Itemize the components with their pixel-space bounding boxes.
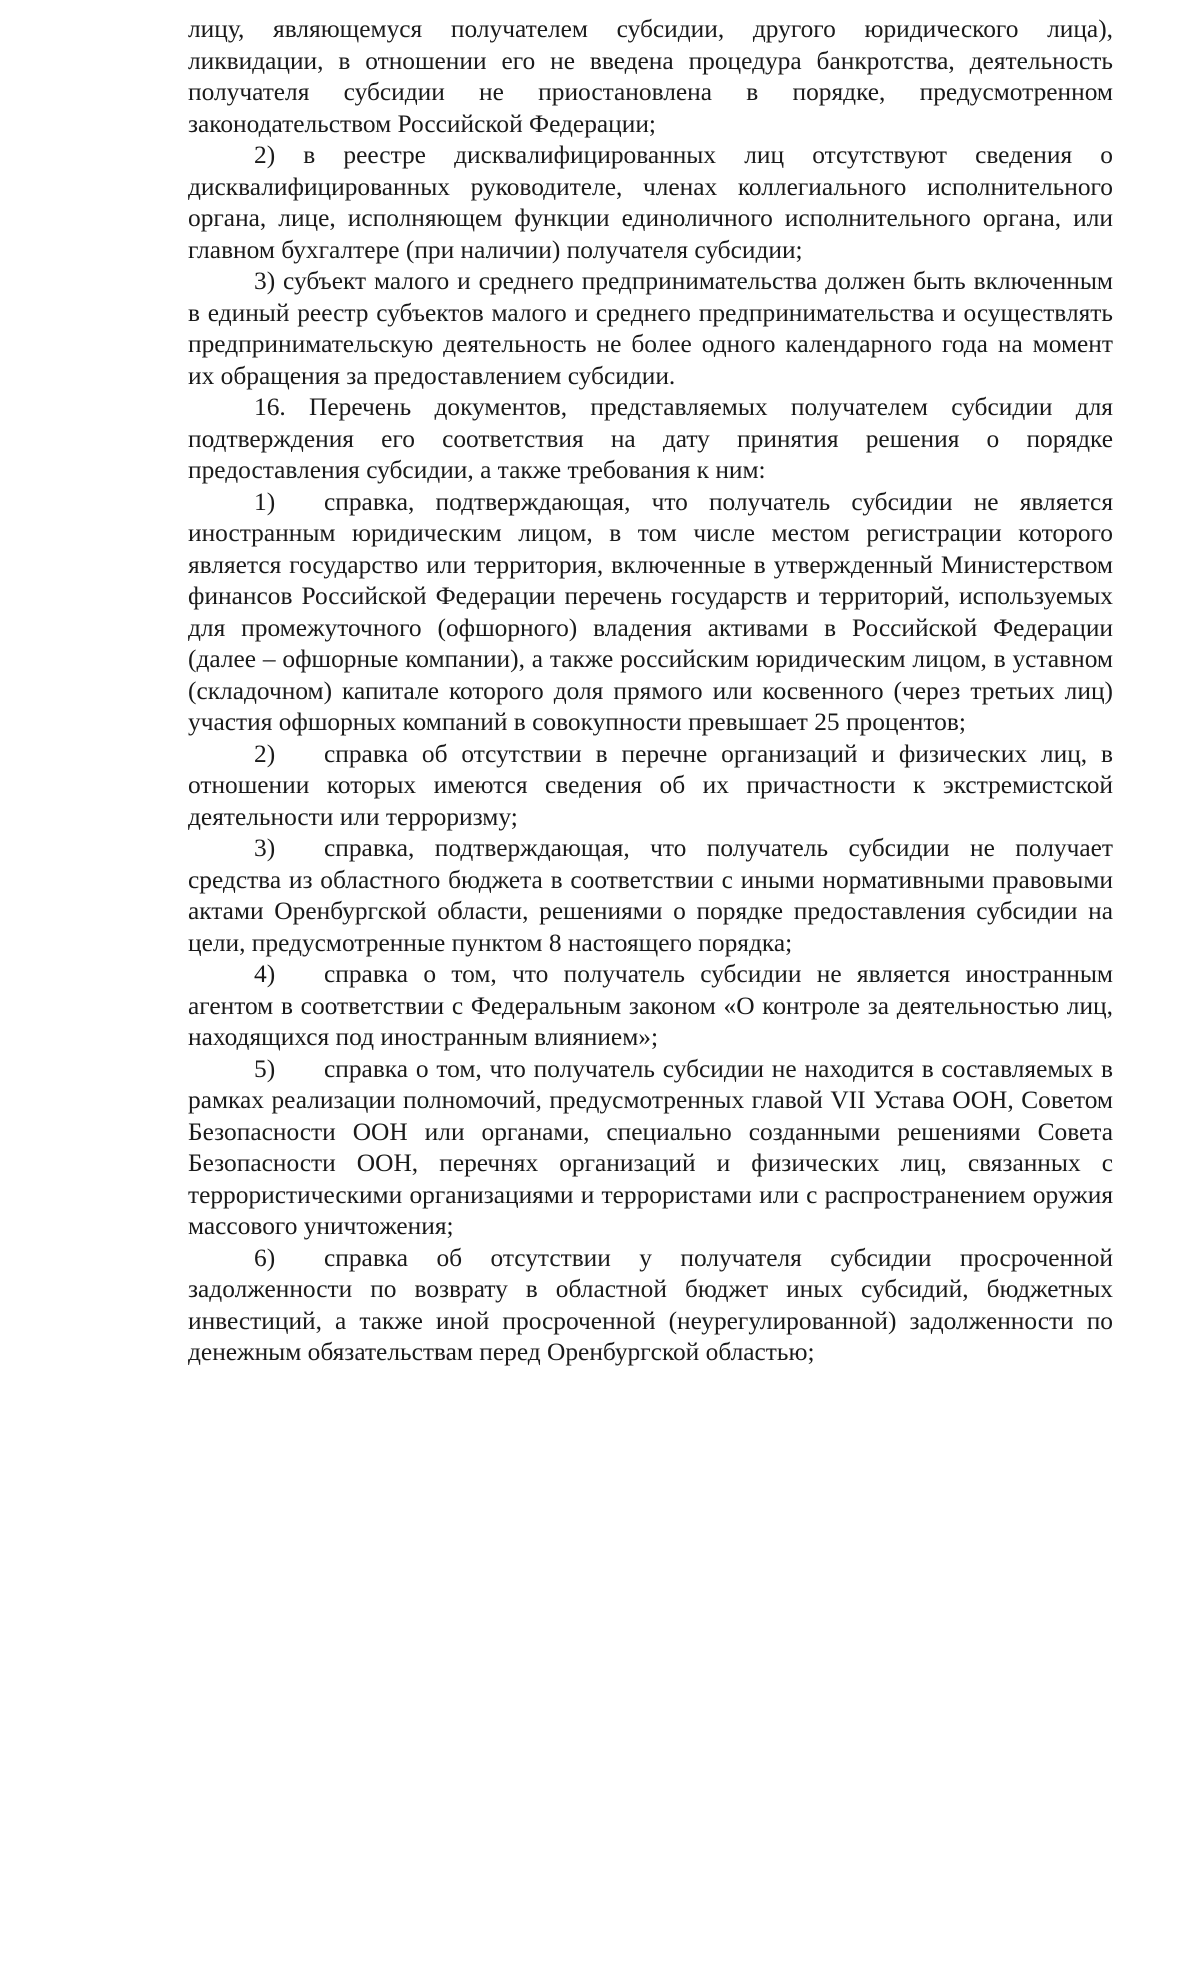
list-item-text: справка об отсутствии у получателя субсидии просроченной задолженности по возврату в областной бюджет иных субсидий, бюджетных инвестиций, а также иной просроченной (неурегулированной) задолженности по денежным обязательствам перед Оренбургской областью; xyxy=(188,1243,1113,1366)
list-item-document-4 xyxy=(188,959,1113,1054)
list-item-number: 5) xyxy=(254,1054,276,1083)
paragraph-item-3-sme-registry: 3) субъект малого и среднего предпринимательства должен быть включенным в единый реестр субъектов малого и среднего предпринимательства и осуществлять предпринимательскую деятельность не более одного календарного года на момент их обращения за предоставлением субсидии. xyxy=(188,267,1113,390)
paragraph-item-2-disqualified-registry: 2) в реестре дисквалифицированных лиц отсутствуют сведения о дисквалифицированных руководителе, членах коллегиального исполнительного органа, лице, исполняющем функции единоличного исполнительного органа, или главном бухгалтере (при наличии) получателя субсидии; xyxy=(188,141,1113,264)
list-item-text: справка, подтверждающая, что получатель субсидии не получает средства из областного бюджета в соответствии с иными нормативными правовыми актами Оренбургской области, решениями о порядке предоставления субсидии на цели, предусмотренные пунктом 8 настоящего порядка; xyxy=(188,834,1113,957)
paragraph-continuation: лицу, являющемуся получателем субсидии, другого юридического лица), ликвидации, в отношении его не введена процедура банкротства, деятельность получателя субсидии не приостановлена в порядке, предусмотренном законодательством Российской Федерации; xyxy=(188,15,1113,138)
paragraph-section-16-heading: 16. Перечень документов, представляемых получателем субсидии для подтверждения его соответствия на дату принятия решения о порядке предоставления субсидии, а также требования к ним: xyxy=(188,393,1113,484)
list-item-number: 2) xyxy=(254,739,276,768)
list-item-text: справка об отсутствии в перечне организаций и физических лиц, в отношении которых имеются сведения об их причастности к экстремистской деятельности или терроризму; xyxy=(188,739,1113,831)
list-item-number: 6) xyxy=(254,1243,276,1272)
document-body xyxy=(188,14,1113,1369)
list-item-document-2 xyxy=(188,739,1113,834)
list-item-text: справка о том, что получатель субсидии не находится в составляемых в рамках реализации полномочий, предусмотренных главой VII Устава ООН, Советом Безопасности ООН или органами, специально созданными решениями Совета Безопасности ООН, перечнях организаций и физических лиц, связанных с террористическими организациями и террористами или с распространением оружия массового уничтожения; xyxy=(188,1054,1113,1240)
list-item-document-6 xyxy=(188,1243,1113,1369)
list-item-text: справка о том, что получатель субсидии не является иностранным агентом в соответствии с Федеральным законом «О контроле за деятельностью лиц, находящихся под иностранным влиянием»; xyxy=(188,960,1113,1051)
list-item-document-1 xyxy=(188,487,1113,739)
list-item-number: 3) xyxy=(254,834,276,862)
list-item-document-5 xyxy=(188,1054,1113,1243)
list-item-document-3 xyxy=(188,833,1113,959)
list-item-number: 1) xyxy=(254,487,276,516)
list-item-number: 4) xyxy=(254,960,276,988)
list-item-text: справка, подтверждающая, что получатель субсидии не является иностранным юридическим лицом, в том числе местом регистрации которого является государство или территория, включенные в утвержденный Министерством финансов Российской Федерации перечень государств и территорий, используемых для промежуточного (офшорного) владения активами в Российской Федерации (далее – офшорные компании), а также российским юридическим лицом, в уставном (складочном) капитале которого доля прямого или косвенного (через третьих лиц) участия офшорных компаний в совокупности превышает 25 процентов; xyxy=(188,487,1113,736)
